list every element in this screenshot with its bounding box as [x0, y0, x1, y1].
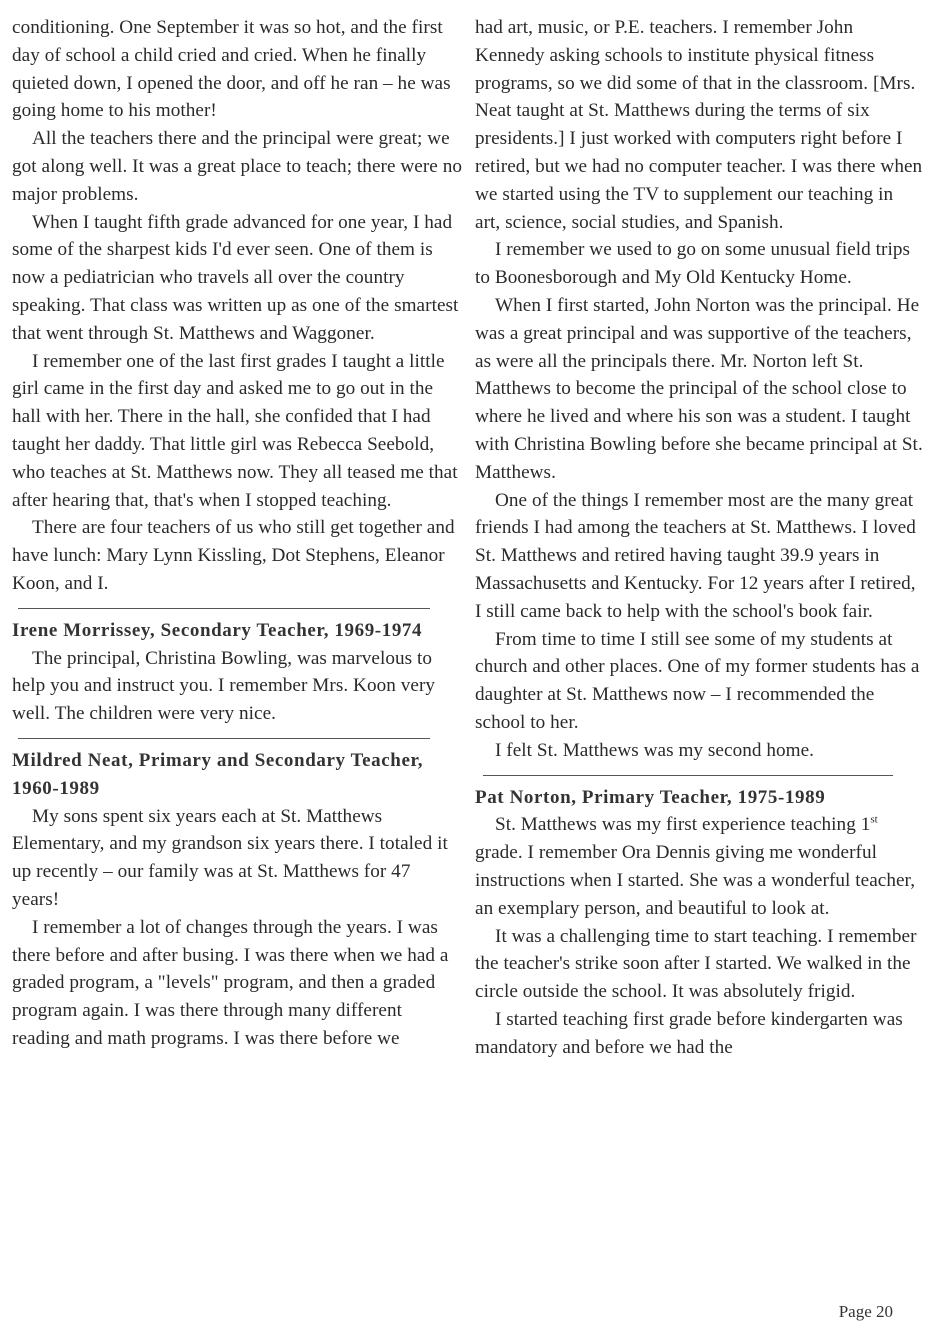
paragraph: My sons spent six years each at St. Matthews Elementary, and my grandson six years there. I totaled it up recently – our family was at St. Matthews for 47 years! — [12, 805, 448, 910]
paragraph: conditioning. One September it was so hot, and the first day of school a child cried and cried. When he finally quieted down, I opened the door, and off he ran – he was going home to his mother! — [12, 17, 451, 122]
section-heading: Irene Morrissey, Secondary Teacher, 1969-1974 — [12, 619, 423, 641]
section-divider — [18, 738, 430, 739]
paragraph: I started teaching first grade before kindergarten was mandatory and before we had the — [475, 1008, 903, 1058]
paragraph: When I taught fifth grade advanced for one year, I had some of the sharpest kids I'd ever seen. One of them is now a pediatrician who travels all over the country speaking. That class was written up as one of the smartest that went through St. Matthews and Waggoner. — [12, 211, 459, 344]
paragraph: I remember one of the last first grades I taught a little girl came in the first day and asked me to go out in the hall with her. There in the hall, she confided that I had taught her daddy. That little girl was Rebecca Seebold, who teaches at St. Matthews now. They all teased me that after hearing that, that's when I stopped teaching. — [12, 350, 458, 511]
paragraph: had art, music, or P.E. teachers. I remember John Kennedy asking schools to institute physical fitness programs, so we did some of that in the classroom. [Mrs. Neat taught at St. Matthews during the terms of six presidents.] I just worked with computers right before I retired, but we had no computer teacher. I was there when we started using the TV to supplement our teaching in art, science, social studies, and Spanish. — [475, 17, 923, 233]
paragraph: From time to time I still see some of my students at church and other places. One of my former students has a daughter at St. Matthews now – I recommended the school to her. — [475, 628, 920, 733]
right-column — [475, 14, 923, 1061]
paragraph: It was a challenging time to start teaching. I remember the teacher's strike soon after I started. We walked in the circle outside the school. It was absolutely frigid. — [475, 925, 917, 1003]
paragraph: I remember a lot of changes through the years. I was there before and after busing. I was there when we had a graded program, a "levels" program, and then a graded program again. I was there through many different reading and math programs. I was there before we — [12, 916, 449, 1049]
section-heading: Mildred Neat, Primary and Secondary Teacher, 1960-1989 — [12, 749, 424, 799]
section-divider — [483, 775, 893, 776]
paragraph: I felt St. Matthews was my second home. — [495, 739, 815, 761]
paragraph: I remember we used to go on some unusual field trips to Boonesborough and My Old Kentucky Home. — [475, 239, 911, 289]
section-divider — [18, 608, 430, 609]
paragraph: The principal, Christina Bowling, was marvelous to help you and instruct you. I remember Mrs. Koon very well. The children were very nice. — [12, 647, 436, 725]
paragraph: One of the things I remember most are the many great friends I had among the teachers at St. Matthews. I loved St. Matthews and retired having taught 39.9 years in Massachusetts and Kentucky. For 12 years after I retired, I still came back to help with the school's book fair. — [475, 489, 916, 622]
paragraph: There are four teachers of us who still get together and have lunch: Mary Lynn Kissling, Dot Stephens, Eleanor Koon, and I. — [12, 517, 455, 594]
section-heading: Pat Norton, Primary Teacher, 1975-1989 — [475, 786, 826, 808]
page-number: Page 20 — [838, 1302, 893, 1321]
paragraph: St. Matthews was my first experience teaching 1st grade. I remember Ora Dennis giving me wonderful instructions when I started. She was a wonderful teacher, an exemplary person, and beautiful to look at. — [475, 813, 916, 919]
paragraph: All the teachers there and the principal were great; we got along well. It was a great place to teach; there were no major problems. — [12, 128, 462, 205]
paragraph: When I first started, John Norton was the principal. He was a great principal and was supportive of the teachers, as were all the principals there. Mr. Norton left St. Matthews to become the principal of the school close to where he lived and where his son was a student. I taught with Christina Bowling before she became principal at St. Matthews. — [475, 294, 923, 483]
left-column — [12, 14, 462, 1053]
ordinal-suffix: st — [870, 813, 878, 826]
